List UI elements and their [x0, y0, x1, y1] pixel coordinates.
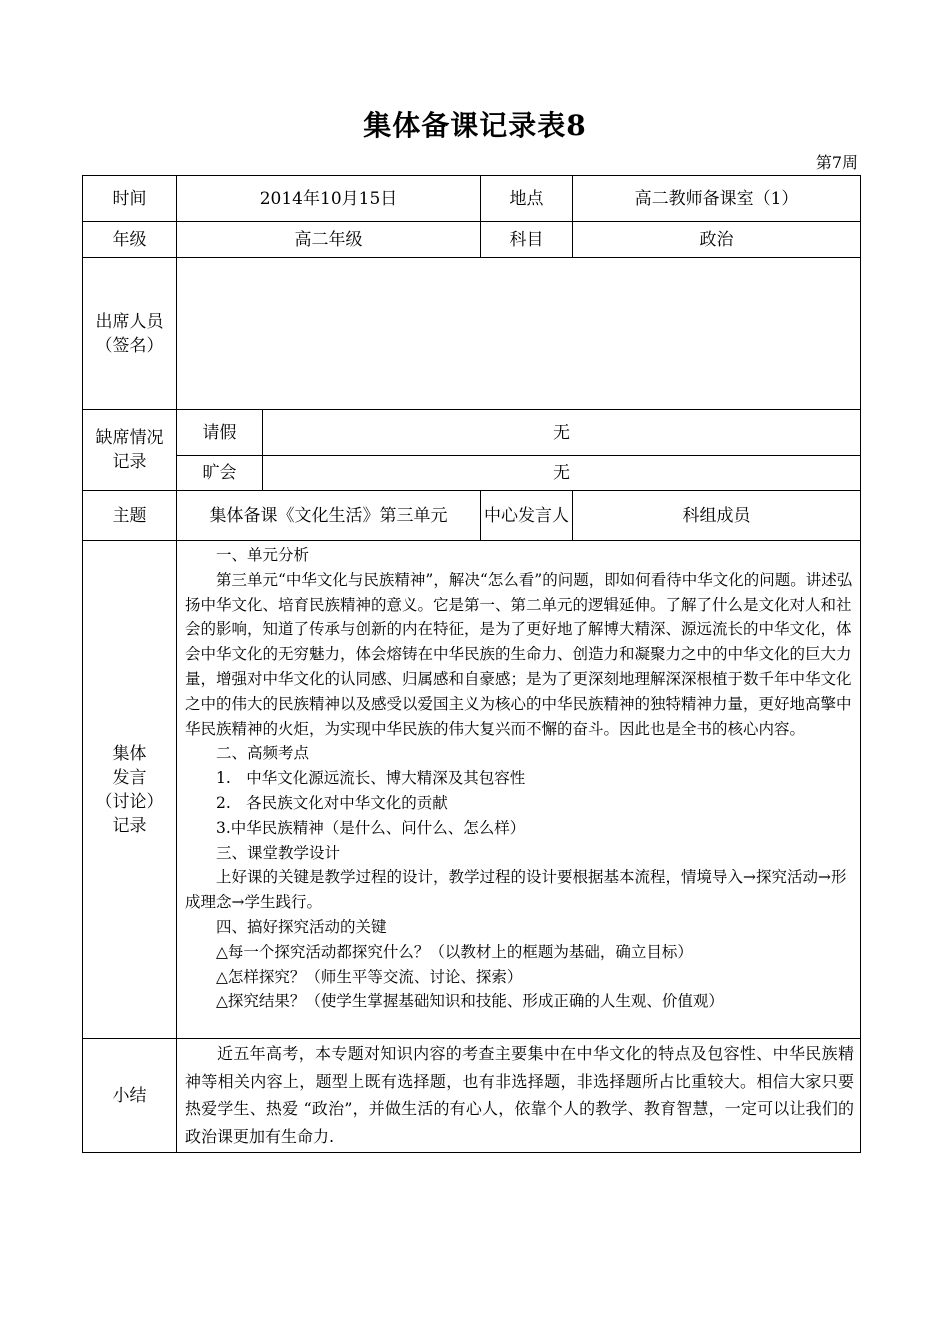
summary-content	[177, 1039, 861, 1153]
speaker-label: 中心发言人	[481, 491, 573, 541]
absence-label-line2: 记录	[112, 452, 147, 472]
row-leave	[83, 410, 861, 456]
absence-label-line1: 缺席情况	[95, 428, 164, 448]
speaker-value: 科组成员	[573, 491, 861, 541]
time-value: 2014年10月15日	[177, 176, 481, 222]
section-heading-3: 三、课堂教学设计	[216, 843, 341, 862]
inquiry-question-3: △探究结果？（使学生掌握基础知识和技能、形成正确的人生观、价值观）	[216, 992, 724, 1011]
row-grade	[83, 222, 861, 258]
attendees-signature-area	[177, 258, 861, 410]
subject-label: 科目	[481, 222, 573, 258]
discussion-label-line3: （讨论）	[95, 791, 164, 812]
discussion-label-line1: 集体	[112, 743, 147, 764]
truancy-value: 无	[263, 456, 861, 491]
leave-label: 请假	[177, 410, 263, 456]
attendees-label-line1: 出席人员	[95, 311, 164, 332]
unit-analysis-paragraph: 第三单元“中华文化与民族精神”，解决“怎么看”的问题，即如何看待中华文化的问题。讲述弘扬中华文化、培育民族精神的意义。它是第一、第二单元的逻辑延伸。了解了什么是文化对人和社会的影响，知道了传承与创新的内在特征，是为了更好地了解博大精深、源远流长的中华文化，体会中华文化的无穷魅力，体会熔铸在中华民族的生命力、创造力和凝聚力之中的中华文化的巨大力量，增强对中华文化的认同感、归属感和自豪感；是为了更深刻地理解深深根植于数千年中华文化之中的伟大的民族精神以及感受以爱国主义为核心的中华民族精神的独特精神力量，更好地高擎中华民族精神的火炬，为实现中华民族的伟大复兴而不懈的奋斗。因此也是全书的核心内容。	[185, 570, 853, 738]
key-point-2: 2. 各民族文化对中华文化的贡献	[216, 793, 448, 812]
subject-value: 政治	[573, 222, 861, 258]
row-summary	[83, 1039, 861, 1153]
section-heading-2: 二、高频考点	[216, 744, 310, 763]
record-table	[82, 175, 861, 1153]
page-title: 集体备课记录表8	[363, 109, 587, 142]
truancy-label: 旷会	[177, 456, 263, 491]
time-label: 时间	[83, 176, 177, 222]
section-heading-1: 一、单元分析	[216, 546, 310, 564]
week-label: 第7周	[815, 153, 858, 172]
row-time	[83, 176, 861, 222]
teaching-design-paragraph: 上好课的关键是教学过程的设计，教学过程的设计要根据基本流程，情境导入→探究活动→形成理念→学生践行。	[185, 868, 847, 912]
summary-text: 近五年高考，本专题对知识内容的考查主要集中在中华文化的特点及包容性、中华民族精神等相关内容上，题型上既有选择题，也有非选择题，非选择题所占比重较大。相信大家只要热爱学生、热爱 “政治”，并做生活的有心人，依靠个人的教学、教育智慧，一定可以让我们的政治课更加有生命力.	[185, 1044, 854, 1146]
attendees-label-line2: （签名）	[95, 335, 164, 356]
inquiry-question-2: △怎样探究？（师生平等交流、讨论、探索）	[216, 967, 523, 986]
discussion-content	[177, 541, 861, 1039]
discussion-label-line4: 记录	[112, 815, 147, 836]
absence-label	[83, 410, 177, 491]
section-heading-4: 四、搞好探究活动的关键	[216, 917, 387, 936]
row-topic	[83, 491, 861, 541]
place-label: 地点	[481, 176, 573, 222]
inquiry-question-1: △每一个探究活动都探究什么？（以教材上的框题为基础，确立目标）	[216, 942, 693, 961]
key-point-1: 1. 中华文化源远流长、博大精深及其包容性	[216, 769, 526, 788]
key-point-3: 3.中华民族精神（是什么、问什么、怎么样）	[216, 818, 526, 837]
place-value: 高二教师备课室（1）	[573, 176, 861, 222]
discussion-label-line2: 发言	[112, 767, 147, 788]
topic-value: 集体备课《文化生活》第三单元	[177, 491, 481, 541]
discussion-label	[83, 541, 177, 1039]
row-attendees	[83, 258, 861, 410]
grade-value: 高二年级	[177, 222, 481, 258]
row-truancy	[83, 456, 861, 491]
summary-label: 小结	[83, 1039, 177, 1153]
topic-label: 主题	[83, 491, 177, 541]
attendees-label	[83, 258, 177, 410]
leave-value: 无	[263, 410, 861, 456]
row-discussion	[83, 541, 861, 1039]
grade-label: 年级	[83, 222, 177, 258]
